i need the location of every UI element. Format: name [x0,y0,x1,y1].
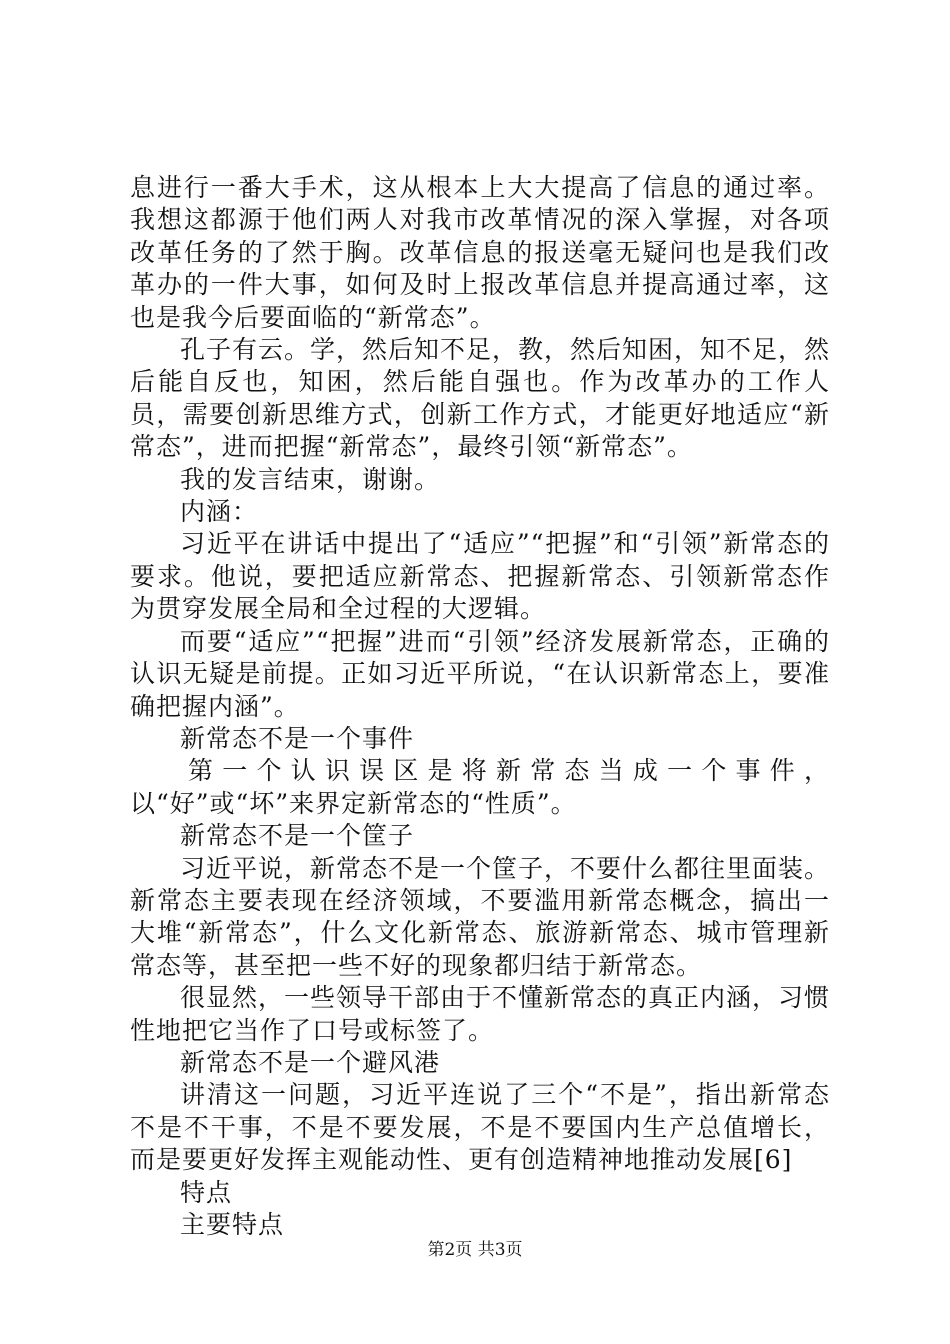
section-heading-features: 特点 [180,1177,233,1207]
paragraph-6: 而要“适应”“把握”进而“引领”经济发展新常态，正确的认识无疑是前提。正如习近平所说，“在认识新常态上，要准确把握内涵”。 [130,626,830,721]
paragraph-11: 很显然，一些领导干部由于不懂新常态的真正内涵，习惯性地把它当作了口号或标签了。 [130,983,831,1045]
subheading-not-a-harbor: 新常态不是一个避风港 [180,1047,441,1077]
section-heading-neihan: 内涵： [180,497,259,527]
page-footer: 第2页 共3页 [427,1240,523,1260]
paragraph-13: 讲清这一问题，习近平连说了三个“不是”，指出新常态不是不干事，不是不要发展，不是不要国内生产总值增长，而是要更好发挥主观能动性、更有创造精神地推动发展[6] [130,1080,830,1175]
subheading-not-a-basket: 新常态不是一个筐子 [180,821,415,851]
subheading-not-an-event: 新常态不是一个事件 [180,723,415,753]
paragraph-3: 我的发言结束，谢谢。 [180,464,441,494]
paragraph-5: 习近平在讲话中提出了“适应”“把握”和“引领”新常态的要求。他说，要把适应新常态、把握新常态、引领新常态作为贯穿发展全局和全过程的大逻辑。 [130,529,830,624]
subheading-main-features: 主要特点 [180,1210,285,1239]
body-text [130,172,830,1241]
paragraph-1: 息进行一番大手术，这从根本上大大提高了信息的通过率。我想这都源于他们两人对我市改革情况的深入掌握，对各项改革任务的了然于胸。改革信息的报送毫无疑问也是我们改革办的一件大事，如何及时上报改革信息并提高通过率，这也是我今后要面临的“新常态”。 [130,173,830,332]
paragraph-2: 孔子有云。学，然后知不足，教，然后知困，知不足，然后能自反也，知困，然后能自强也。作为改革办的工作人员，需要创新思维方式，创新工作方式，才能更好地适应“新常态”，进而把握“新常态”，最终引领“新常态”。 [130,335,831,462]
paragraph-10: 习近平说，新常态不是一个筐子，不要什么都往里面装。新常态主要表现在经济领域，不要滥用新常态概念，搞出一大堆“新常态”，什么文化新常态、旅游新常态、城市管理新常态等，甚至把一些不好的现象都归结于新常态。 [130,853,831,980]
paragraph-8: 第一个认识误区是将新常态当成一个事件，以“好”或“坏”来界定新常态的“性质”。 [130,756,830,818]
